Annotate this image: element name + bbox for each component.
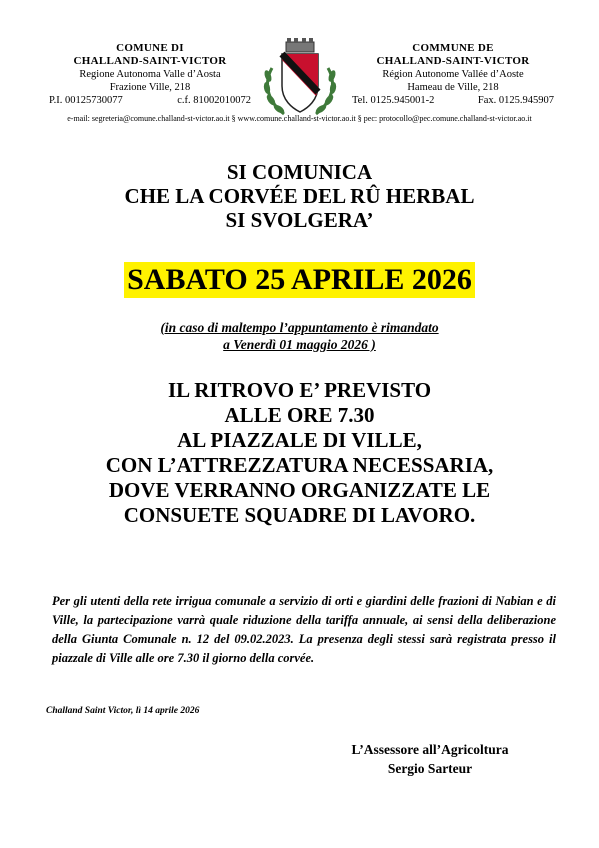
header-left-block	[45, 42, 255, 107]
fax-number: Fax. 0125.945907	[477, 95, 554, 106]
details-line: CON L’ATTREZZATURA NECESSARIA,	[105, 453, 494, 477]
region-fr: Région Autonome Vallée d’Aoste	[382, 69, 524, 80]
signature-role: L’Assessore all’Agricoltura	[351, 742, 509, 757]
signature-name: Sergio Sarteur	[387, 761, 473, 776]
region-it: Regione Autonoma Valle d’Aosta	[79, 69, 221, 80]
intro-line: SI SVOLGERA’	[225, 208, 374, 232]
irrigation-users-paragraph: Per gli utenti della rete irrigua comunale a servizio di orti e giardini delle frazioni di Nabian e di Ville, la partecipazione varrà quale riduzione della tariffa annuale, ai sensi della deliberazione della Giunta Comunale n. 12 del 09.02.2023. La presenza degli stessi sarà registrata presso il piazzale di Ville alle ore 7.30 il giorno della corvée.	[52, 594, 556, 665]
contact-line: e-mail: segreteria@comune.challand-st-victor.ao.it § www.comune.challand-st-victor.ao.it § pec: protocollo@pec.comune.challand-st-victor.ao.it	[67, 114, 532, 123]
bad-weather-note-line: a Venerdì 01 maggio 2026 )	[223, 337, 376, 352]
details-line: ALLE ORE 7.30	[224, 403, 375, 427]
vat-number: P.I. 00125730077	[49, 95, 123, 106]
header-right-block	[348, 42, 558, 107]
details-line: DOVE VERRANNO ORGANIZZATE LE	[108, 478, 491, 502]
intro-line: CHE LA CORVÉE DEL RÛ HERBAL	[124, 184, 475, 208]
municipal-coat-of-arms-icon	[258, 38, 342, 122]
municipality-name-fr: CHALLAND-SAINT-VICTOR	[376, 55, 530, 67]
tax-code: c.f. 81002010072	[177, 95, 251, 106]
event-date: SABATO 25 APRILE 2026	[124, 262, 475, 298]
details-line: CONSUETE SQUADRE DI LAVORO.	[123, 503, 476, 527]
bad-weather-note-line: (in caso di maltempo l’appuntamento è rimandato	[160, 320, 439, 335]
phone-number: Tel. 0125.945001-2	[352, 95, 435, 106]
intro-line: SI COMUNICA	[226, 160, 373, 184]
announcement-intro	[0, 160, 599, 232]
municipality-name-it: CHALLAND-SAINT-VICTOR	[73, 55, 227, 67]
event-date-block	[0, 262, 599, 298]
municipality-title-it: COMUNE DI	[116, 42, 184, 54]
details-line: IL RITROVO E’ PREVISTO	[167, 378, 432, 402]
details-line: AL PIAZZALE DI VILLE,	[177, 428, 422, 452]
meeting-details	[0, 378, 599, 528]
place-and-date: Challand Saint Victor, lì 14 aprile 2026	[46, 706, 200, 716]
bad-weather-note	[0, 319, 599, 353]
signature-block	[330, 740, 530, 778]
address-it: Frazione Ville, 218	[109, 82, 191, 93]
municipality-title-fr: COMMUNE DE	[412, 42, 494, 54]
address-fr: Hameau de Ville, 218	[407, 82, 499, 93]
